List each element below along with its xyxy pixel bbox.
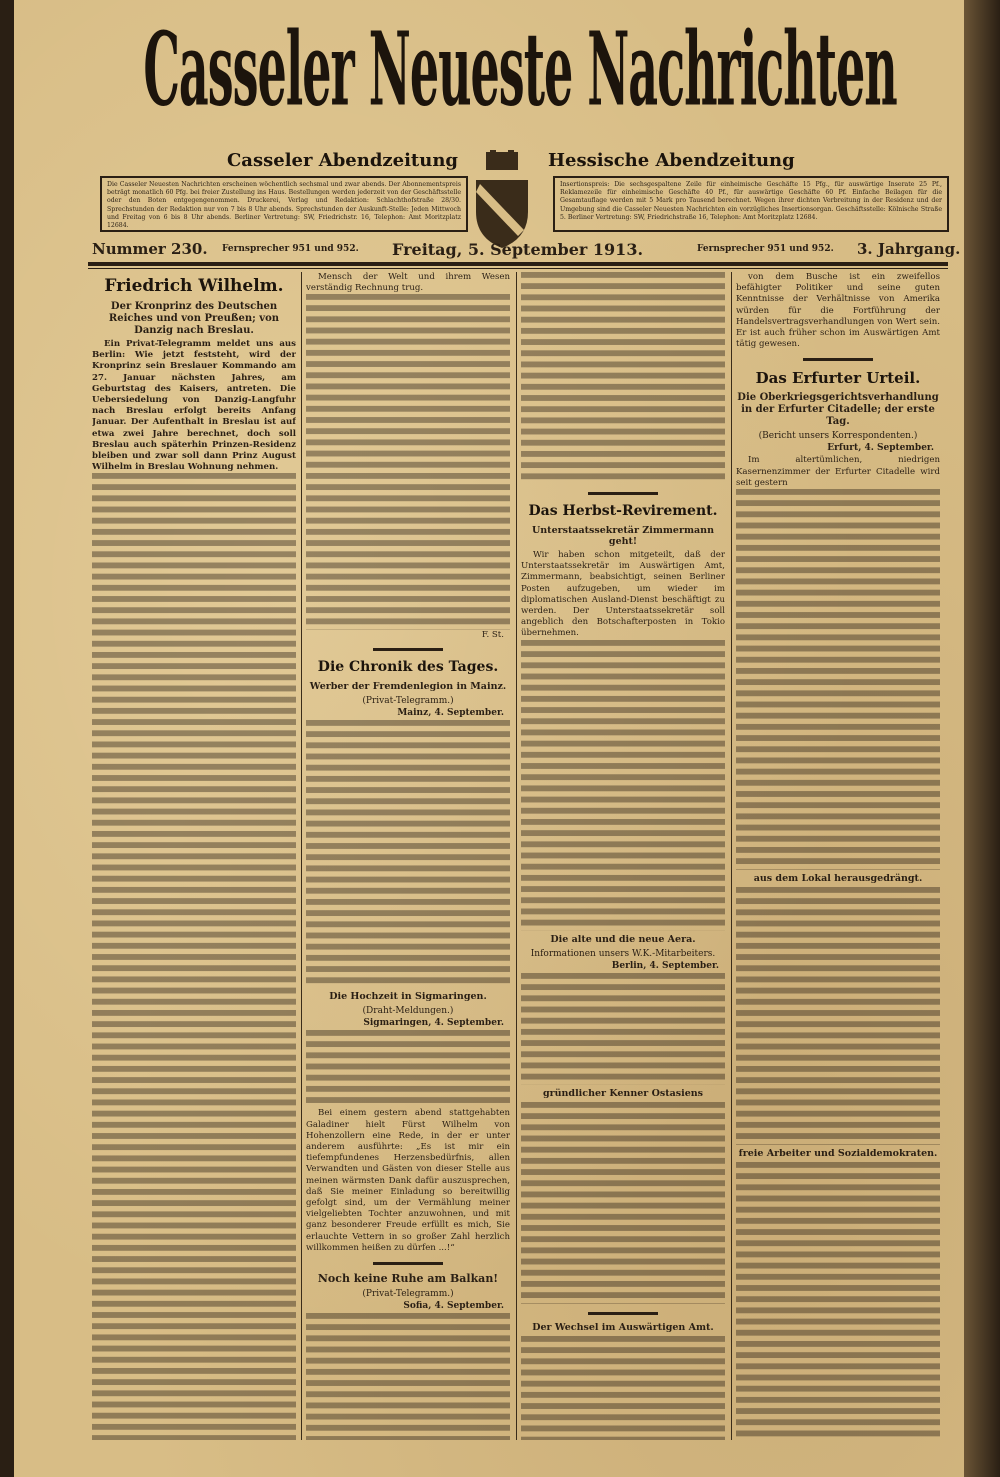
article-text: Wir haben schon mitgeteilt, daß der Unterstaatssekretär im Auswärtigen Amt, Zimmermann, beabsichtigt, seinen Berliner Posten aufzugeben, um wieder im diplomatischen Ausland-Dienst beschäftigt zu werden. Der Unterstaatssekretär soll angeblich den Botschafterposten in Tokio übernehmen. [521,550,725,639]
article-text: von dem Busche ist ein zweifellos befähigter Politiker und seine guten Kenntnisse der Verhältnisse von Amerika würden für die Fortführung der Handelsvertragsverhandlungen von Wert sein. Er ist auch früher schon im Auswärtigen Amt tätig gewesen. [736,272,940,350]
subtitle-left: Casseler Abendzeitung [226,150,458,171]
article-dateline: Berlin, 4. September. [611,960,719,971]
column-rule [301,272,302,1440]
article-body [521,272,725,484]
article-body [736,887,940,1145]
masthead-title: Casseler Neueste Nachrichten [143,10,897,129]
article-dateline: Erfurt, 4. September. [827,443,934,454]
column-3 [521,272,725,1440]
article-body [521,1336,725,1440]
article-source: (Privat-Telegramm.) [362,1289,454,1300]
page-edge [964,0,1000,1477]
issue-number: Nummer 230. [92,240,208,258]
column-2 [306,272,510,1440]
subtitle-right: Hessische Abendzeitung [548,150,795,171]
subscription-info-box: Die Casseler Neuesten Nachrichten erscheinen wöchentlich sechsmal und zwar abends. Der Abonnementspreis beträgt monatlich 60 Pfg. bei freier Zustellung ins Haus. Bestellungen werden jederzeit von der Geschäftsstelle oder den Boten entgegengenommen. Druckerei, Verlag und Redaktion: Schlachthofstraße 28/30. Sprechstunden der Redaktion nur von 7 bis 8 Uhr abends. Sprechstunden der Auskunft-Stelle: Jeden Mittwoch und Freitag von 6 bis 8 Uhr abends. Berliner Vertretung: SW, Friedrichstr. 16, Telephon: Amt Moritzplatz 12684. [100,176,468,232]
article-subtitle: Unterstaatssekretär Zimmermann geht! [531,525,714,547]
article-dateline: Mainz, 4. September. [397,708,504,719]
separator [588,1312,658,1315]
article-source: (Bericht unsers Korrespondenten.) [758,431,918,442]
article-body [521,973,725,1085]
article-title: Noch keine Ruhe am Balkan! [317,1272,499,1286]
column-1 [92,272,296,1440]
article-title: Die Hochzeit in Sigmaringen. [329,991,487,1003]
article-title: Friedrich Wilhelm. [104,276,284,296]
section-subhead: freie Arbeiter und Sozialdemokraten. [738,1148,938,1160]
article-body [92,473,296,1440]
article-title: Das Herbst-Revirement. [528,503,718,519]
separator [373,1262,443,1265]
article-body [306,1313,510,1440]
article-title: Der Wechsel im Auswärtigen Amt. [532,1321,714,1333]
advertising-info-box: Insertionspreis: Die sechsgespaltene Zeile für einheimische Geschäfte 15 Pfg., für auswärtige Inserate 25 Pf., Reklamezeile für einheimische Geschäfte 40 Pf., für auswärtige Geschäfte 60 Pf. Einfache Beilagen für die Gesamtauflage werden mit 5 Mark pro Tausend berechnet. Wegen ihrer dichten Verbreitung in der Residenz und der Umgebung sind die Casseler Neuesten Nachrichten ein vorzügliches Insertionsorgan. Geschäftsstelle: Kölnische Straße 5. Berliner Vertretung: SW, Friedrichstraße 16, Telephon: Amt Moritzplatz 12684. [553,176,949,232]
section-title: Die Chronik des Tages. [317,659,499,676]
phone-right: Fernsprecher 951 und 952. [697,244,834,254]
article-source: (Privat-Telegramm.) [362,696,454,707]
article-dateline: Sigmaringen, 4. September. [363,1018,504,1029]
binding-edge [0,0,14,1477]
header-rule [88,262,948,266]
column-rule [731,272,732,1440]
separator [588,492,658,495]
article-title: Die alte und die neue Aera. [550,933,696,945]
volume: 3. Jahrgang. [857,240,961,258]
emphasized-phrase: gründlicher Kenner Ostasiens [542,1087,704,1099]
article-body [521,1102,725,1304]
article-dateline: Sofia, 4. September. [403,1301,504,1312]
article-text: Mensch der Welt und ihrem Wesen verständig Rechnung trug. [306,272,510,294]
article-body [306,720,510,988]
dateline [92,240,961,260]
article-text: Im altertümlichen, niedrigen Kasernenzimmer der Erfurter Citadelle wird seit gestern [736,455,940,488]
article-body [736,1162,940,1440]
article-body [306,1030,510,1108]
article-title: Das Erfurter Urteil. [755,369,921,388]
article-body [306,294,510,630]
column-rule [516,272,517,1440]
phone-left: Fernsprecher 951 und 952. [222,244,359,254]
issue-date: Freitag, 5. September 1913. [392,240,644,259]
article-source: (Draht-Meldungen.) [362,1006,454,1017]
article-subtitle: Der Kronprinz des Deutschen Reiches und von Preußen; von Danzig nach Breslau. [108,301,280,336]
article-lead: Ein Privat-Telegramm meldet uns aus Berlin: Wie jetzt feststeht, wird der Kronprinz sein Breslauer Kommando am 27. Januar nächsten Jahres, am Geburtstag des Kaisers, antreten. Die Uebersiedelung von Danzig-Langfuhr nach Breslau erfolgt bereits Anfang Januar. Der Aufenthalt in Breslau ist auf etwa zwei Jahre berechnet, doch soll Breslau auch späterhin Prinzen-Residenz bleiben und zwar soll dann Prinz August Wilhelm in Breslau Wohnung nehmen. [92,339,296,473]
article-source: Informationen unsers W.K.-Mitarbeiters. [530,948,716,959]
article-subtitle: Die Oberkriegsgerichtsverhandlung in der Erfurter Citadelle; der erste Tag. [737,392,939,428]
article-body [736,489,940,870]
article-text: Bei einem gestern abend stattgehabten Galadiner hielt Fürst Wilhelm von Hohenzollern eine Rede, in der er unter anderem ausführte: „Es ist mir ein tiefempfundenes Herzensbedürfnis, allen Verwandten und Gästen von dieser Stelle aus meinen wärmsten Dank dafür auszusprechen, daß Sie meiner Einladung so bereitwillig gefolgt sind, um der Vermählung meiner vielgeliebten Tochter anzuwohnen, und mit ganz besonderer Freude erfüllt es mich, Sie erlauchte Vettern in so großer Zahl herzlich willkommen heißen zu dürfen ...!“ [306,1108,510,1253]
separator [373,648,443,651]
separator [803,358,873,361]
signature: F. St. [481,630,504,641]
column-4 [736,272,940,1440]
coat-of-arms-icon [470,150,534,250]
header-rule-thin [88,268,948,269]
article-title: Werber der Fremdenlegion in Mainz. [309,681,507,693]
section-subhead: aus dem Lokal herausgedrängt. [753,873,923,885]
article-body [521,640,725,931]
